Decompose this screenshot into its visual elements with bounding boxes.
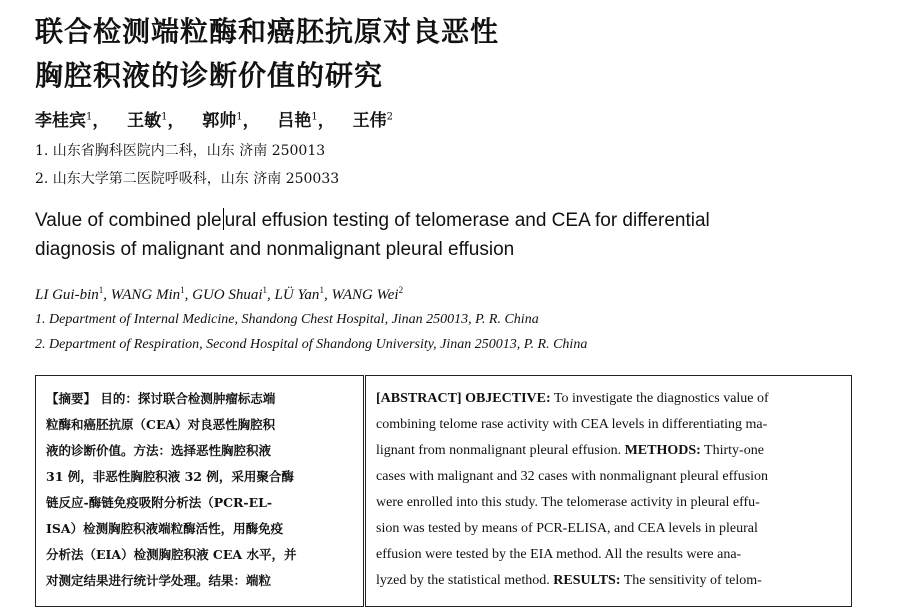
authors-en: LI Gui-bin$^1$, WANG Min$^1$, GUO Shuai$^1$, LÜ Yan$^1$, WANG Wei$^2$ (35, 285, 404, 303)
abstract-en-line: were enrolled into this study. The telomerase activity in pleural effu- (376, 495, 760, 510)
abstract-cn-box (35, 375, 364, 607)
author-cn: 郭帅 (202, 111, 237, 131)
abstract-cn-line: 对测定结果进行统计学处理。结果：端粒 (46, 573, 272, 588)
abstract-en-line: lyzed by the statistical method. RESULTS: The sensitivity of telom- (376, 573, 762, 588)
author-cn: 李桂宾 (35, 111, 86, 131)
author-cn: 王敏 (127, 111, 162, 131)
title-en-line-1: Value of combined ple ural effusion testing of telomerase and CEA for differential (35, 210, 710, 231)
abstract-cn-line: 【摘要】 目的：探讨联合检测肿瘤标志端 (46, 391, 276, 406)
text-cursor (223, 208, 224, 230)
abstract-cn-line: 31 例，非恶性胸腔积液 32 例，采用聚合酶 (46, 469, 294, 484)
abstract-en-box (365, 375, 852, 607)
author-cn: 吕艳 (277, 111, 312, 131)
abstract-cn-line: ISA）检测胸腔积液端粒酶活性，用酶免疫 (46, 521, 284, 536)
abstract-cn-line: 链反应-酶链免疫吸附分析法（PCR-EL- (46, 495, 273, 510)
abstract-cn-line: 液的诊断价值。方法：选择恶性胸腔积液 (46, 443, 272, 458)
affiliation-en-2: 2. Department of Respiration, Second Hospital of Shandong University, Jinan 250013, P. R. China (35, 337, 588, 352)
author-cn: 王伟 (352, 111, 387, 131)
affiliation-cn-1: 1. 山东省胸科医院内二科，山东 济南 250013 (35, 143, 326, 159)
abstract-en-line: [ABSTRACT] OBJECTIVE: To investigate the diagnostics value of (376, 391, 769, 406)
abstract-en-line: effusion were tested by the EIA method. All the results were ana- (376, 547, 742, 562)
abstract-cn-line: 分析法（EIA）检测胸腔积液 CEA 水平，并 (46, 547, 297, 562)
abstract-en-line: combining telome rase activity with CEA levels in differentiating ma- (376, 417, 768, 432)
affiliation-en-1: 1. Department of Internal Medicine, Shandong Chest Hospital, Jinan 250013, P. R. China (35, 312, 539, 327)
affiliation-cn-2: 2. 山东大学第二医院呼吸科，山东 济南 250033 (35, 171, 340, 187)
authors-cn: 李桂宾$^1$， 王敏$^1$， 郭帅$^1$， 吕艳$^1$， 王伟$^2$ (35, 111, 393, 131)
title-cn-line-2: 胸腔积液的诊断价值的研究 (35, 59, 384, 92)
title-cn-line-1: 联合检测端粒酶和癌胚抗原对良恶性 (35, 15, 500, 48)
abstract-cn-text (46, 386, 296, 594)
abstract-en-line: sion was tested by means of PCR-ELISA, and CEA levels in pleural (376, 521, 758, 536)
abstract-en-line: cases with malignant and 32 cases with nonmalignant pleural effusion (376, 469, 769, 484)
abstract-en-text (376, 386, 769, 594)
title-en-line-2: diagnosis of malignant and nonmalignant pleural effusion (35, 239, 515, 260)
abstract-en-line: lignant from nonmalignant pleural effusion. METHODS: Thirty-one (376, 443, 764, 458)
abstract-cn-line: 粒酶和癌胚抗原（CEA）对良恶性胸腔积 (46, 417, 276, 432)
